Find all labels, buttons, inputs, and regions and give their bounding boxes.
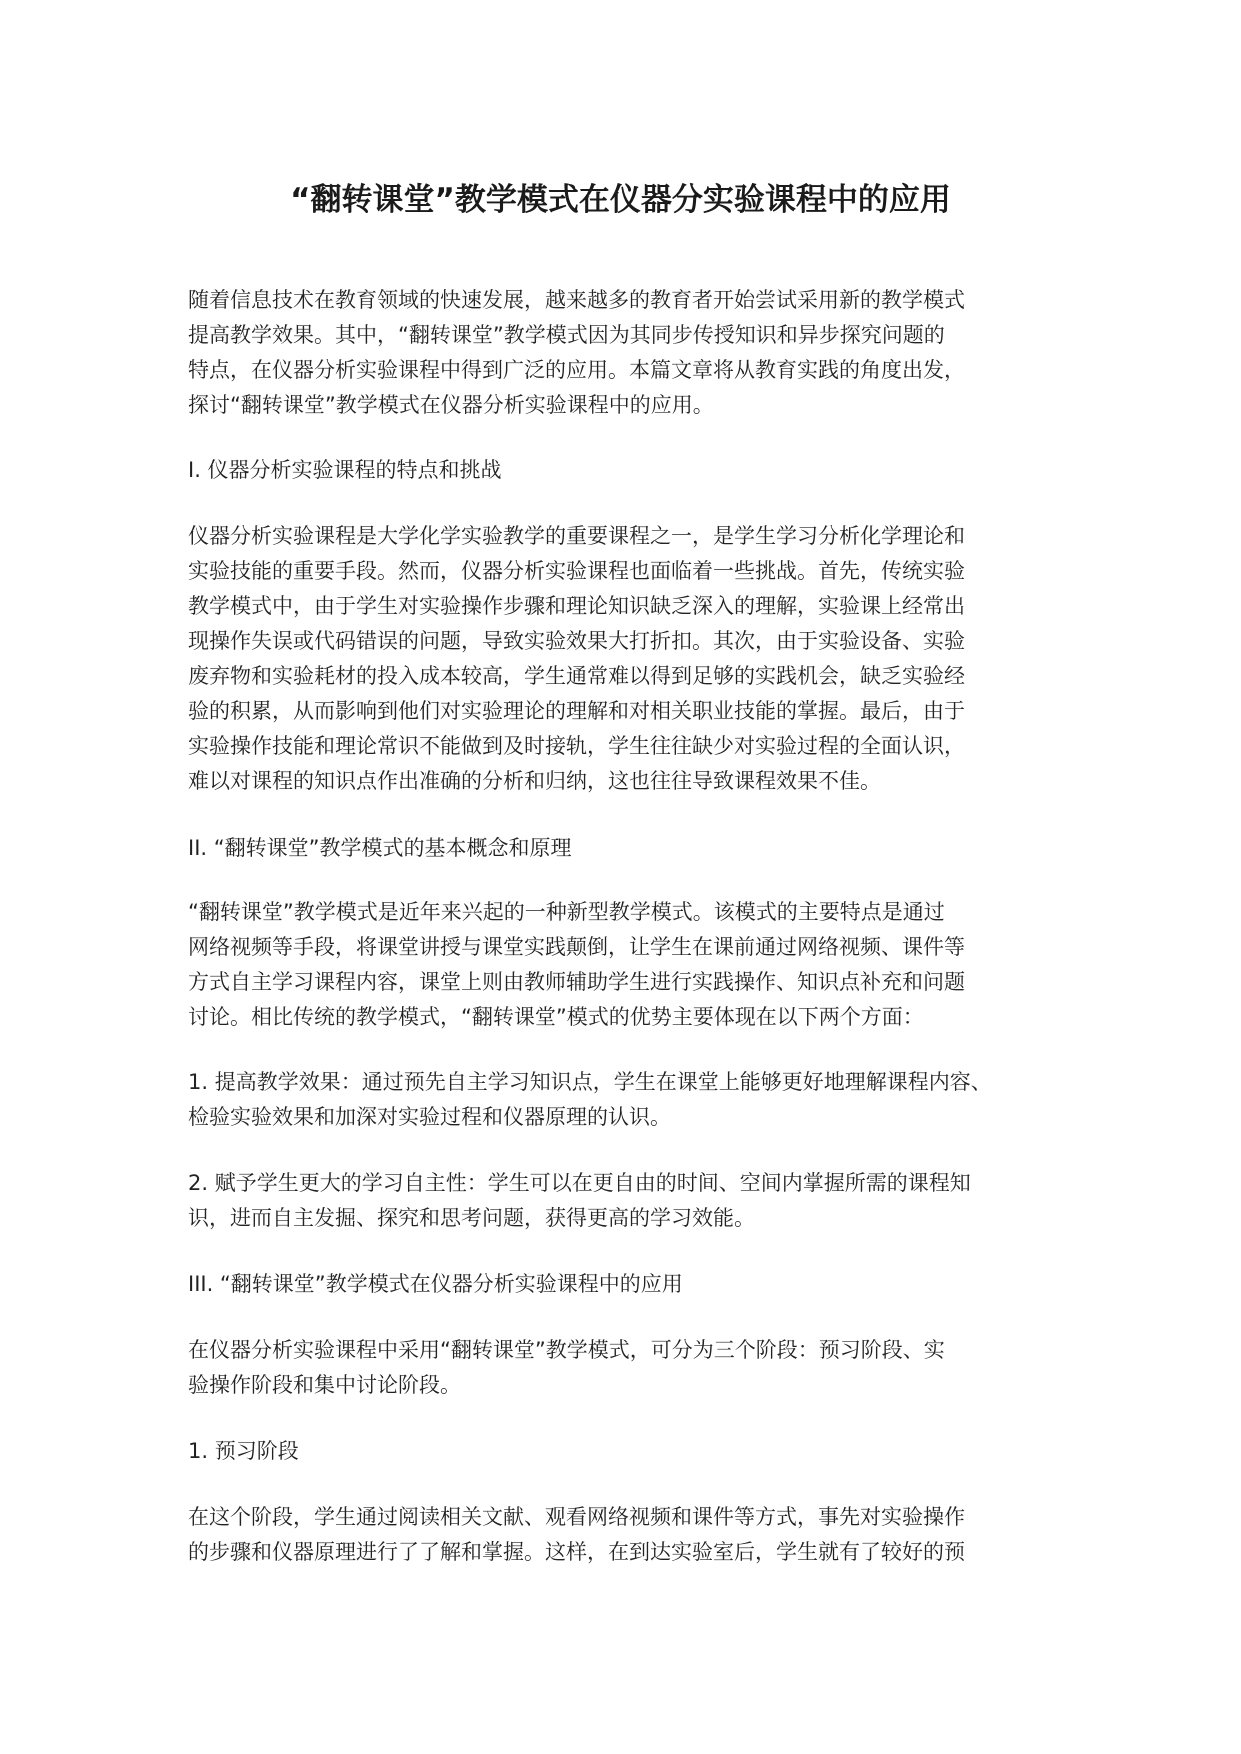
point-1-line-2: 检验实验效果和加深对实验过程和仪器原理的认识。 (188, 1105, 671, 1129)
section-1-line-4: 现操作失误或代码错误的问题，导致实验效果大打折扣。其次，由于实验设备、实验 (188, 629, 965, 653)
intro-line-2: 提高教学效果。其中，“翻转课堂”教学模式因为其同步传授知识和异步探究问题的 (188, 323, 945, 347)
section-3-line-2: 验操作阶段和集中讨论阶段。 (188, 1373, 461, 1397)
section-1-line-8: 难以对课程的知识点作出准确的分析和归纳，这也往往导致课程效果不佳。 (188, 769, 881, 793)
section-1-line-6: 验的积累，从而影响到他们对实验理论的理解和对相关职业技能的掌握。最后，由于 (188, 699, 965, 723)
point-2-line-1: 2. 赋予学生更大的学习自主性：学生可以在更自由的时间、空间内掌握所需的课程知 (188, 1171, 971, 1195)
section-2-line-2: 网络视频等手段，将课堂讲授与课堂实践颠倒，让学生在课前通过网络视频、课件等 (188, 935, 965, 959)
section-3-heading: III. “翻转课堂”教学模式在仪器分析实验课程中的应用 (188, 1272, 683, 1296)
section-1-line-1: 仪器分析实验课程是大学化学实验教学的重要课程之一，是学生学习分析化学理论和 (188, 524, 965, 548)
stage-1-heading: 1. 预习阶段 (188, 1439, 299, 1463)
section-2-heading: II. “翻转课堂”教学模式的基本概念和原理 (188, 836, 572, 860)
section-1-line-3: 教学模式中，由于学生对实验操作步骤和理论知识缺乏深入的理解，实验课上经常出 (188, 594, 965, 618)
intro-line-3: 特点，在仪器分析实验课程中得到广泛的应用。本篇文章将从教育实践的角度出发， (188, 358, 965, 382)
section-2-line-1: “翻转课堂”教学模式是近年来兴起的一种新型教学模式。该模式的主要特点是通过 (188, 900, 945, 924)
intro-line-1: 随着信息技术在教育领域的快速发展，越来越多的教育者开始尝试采用新的教学模式 (188, 288, 965, 312)
point-1-line-1: 1. 提高教学效果：通过预先自主学习知识点，学生在课堂上能够更好地理解课程内容、 (188, 1070, 992, 1094)
section-2-line-3: 方式自主学习课程内容，课堂上则由教师辅助学生进行实践操作、知识点补充和问题 (188, 970, 965, 994)
section-2-line-4: 讨论。相比传统的教学模式，“翻转课堂”模式的优势主要体现在以下两个方面： (188, 1005, 924, 1029)
section-3-line-1: 在仪器分析实验课程中采用“翻转课堂”教学模式，可分为三个阶段：预习阶段、实 (188, 1338, 945, 1362)
section-1-heading: I. 仪器分析实验课程的特点和挑战 (188, 458, 502, 482)
intro-line-4: 探讨“翻转课堂”教学模式在仪器分析实验课程中的应用。 (188, 393, 714, 417)
stage-1-line-1: 在这个阶段，学生通过阅读相关文献、观看网络视频和课件等方式，事先对实验操作 (188, 1505, 965, 1529)
section-1-line-5: 废弃物和实验耗材的投入成本较高，学生通常难以得到足够的实践机会，缺乏实验经 (188, 664, 965, 688)
section-1-line-7: 实验操作技能和理论常识不能做到及时接轨，学生往往缺少对实验过程的全面认识， (188, 734, 965, 758)
stage-1-line-2: 的步骤和仪器原理进行了了解和掌握。这样，在到达实验室后，学生就有了较好的预 (188, 1540, 965, 1564)
point-2-line-2: 识，进而自主发掘、探究和思考问题，获得更高的学习效能。 (188, 1206, 755, 1230)
section-1-line-2: 实验技能的重要手段。然而，仪器分析实验课程也面临着一些挑战。首先，传统实验 (188, 559, 965, 583)
document-title: “翻转课堂”教学模式在仪器分实验课程中的应用 (290, 182, 951, 218)
